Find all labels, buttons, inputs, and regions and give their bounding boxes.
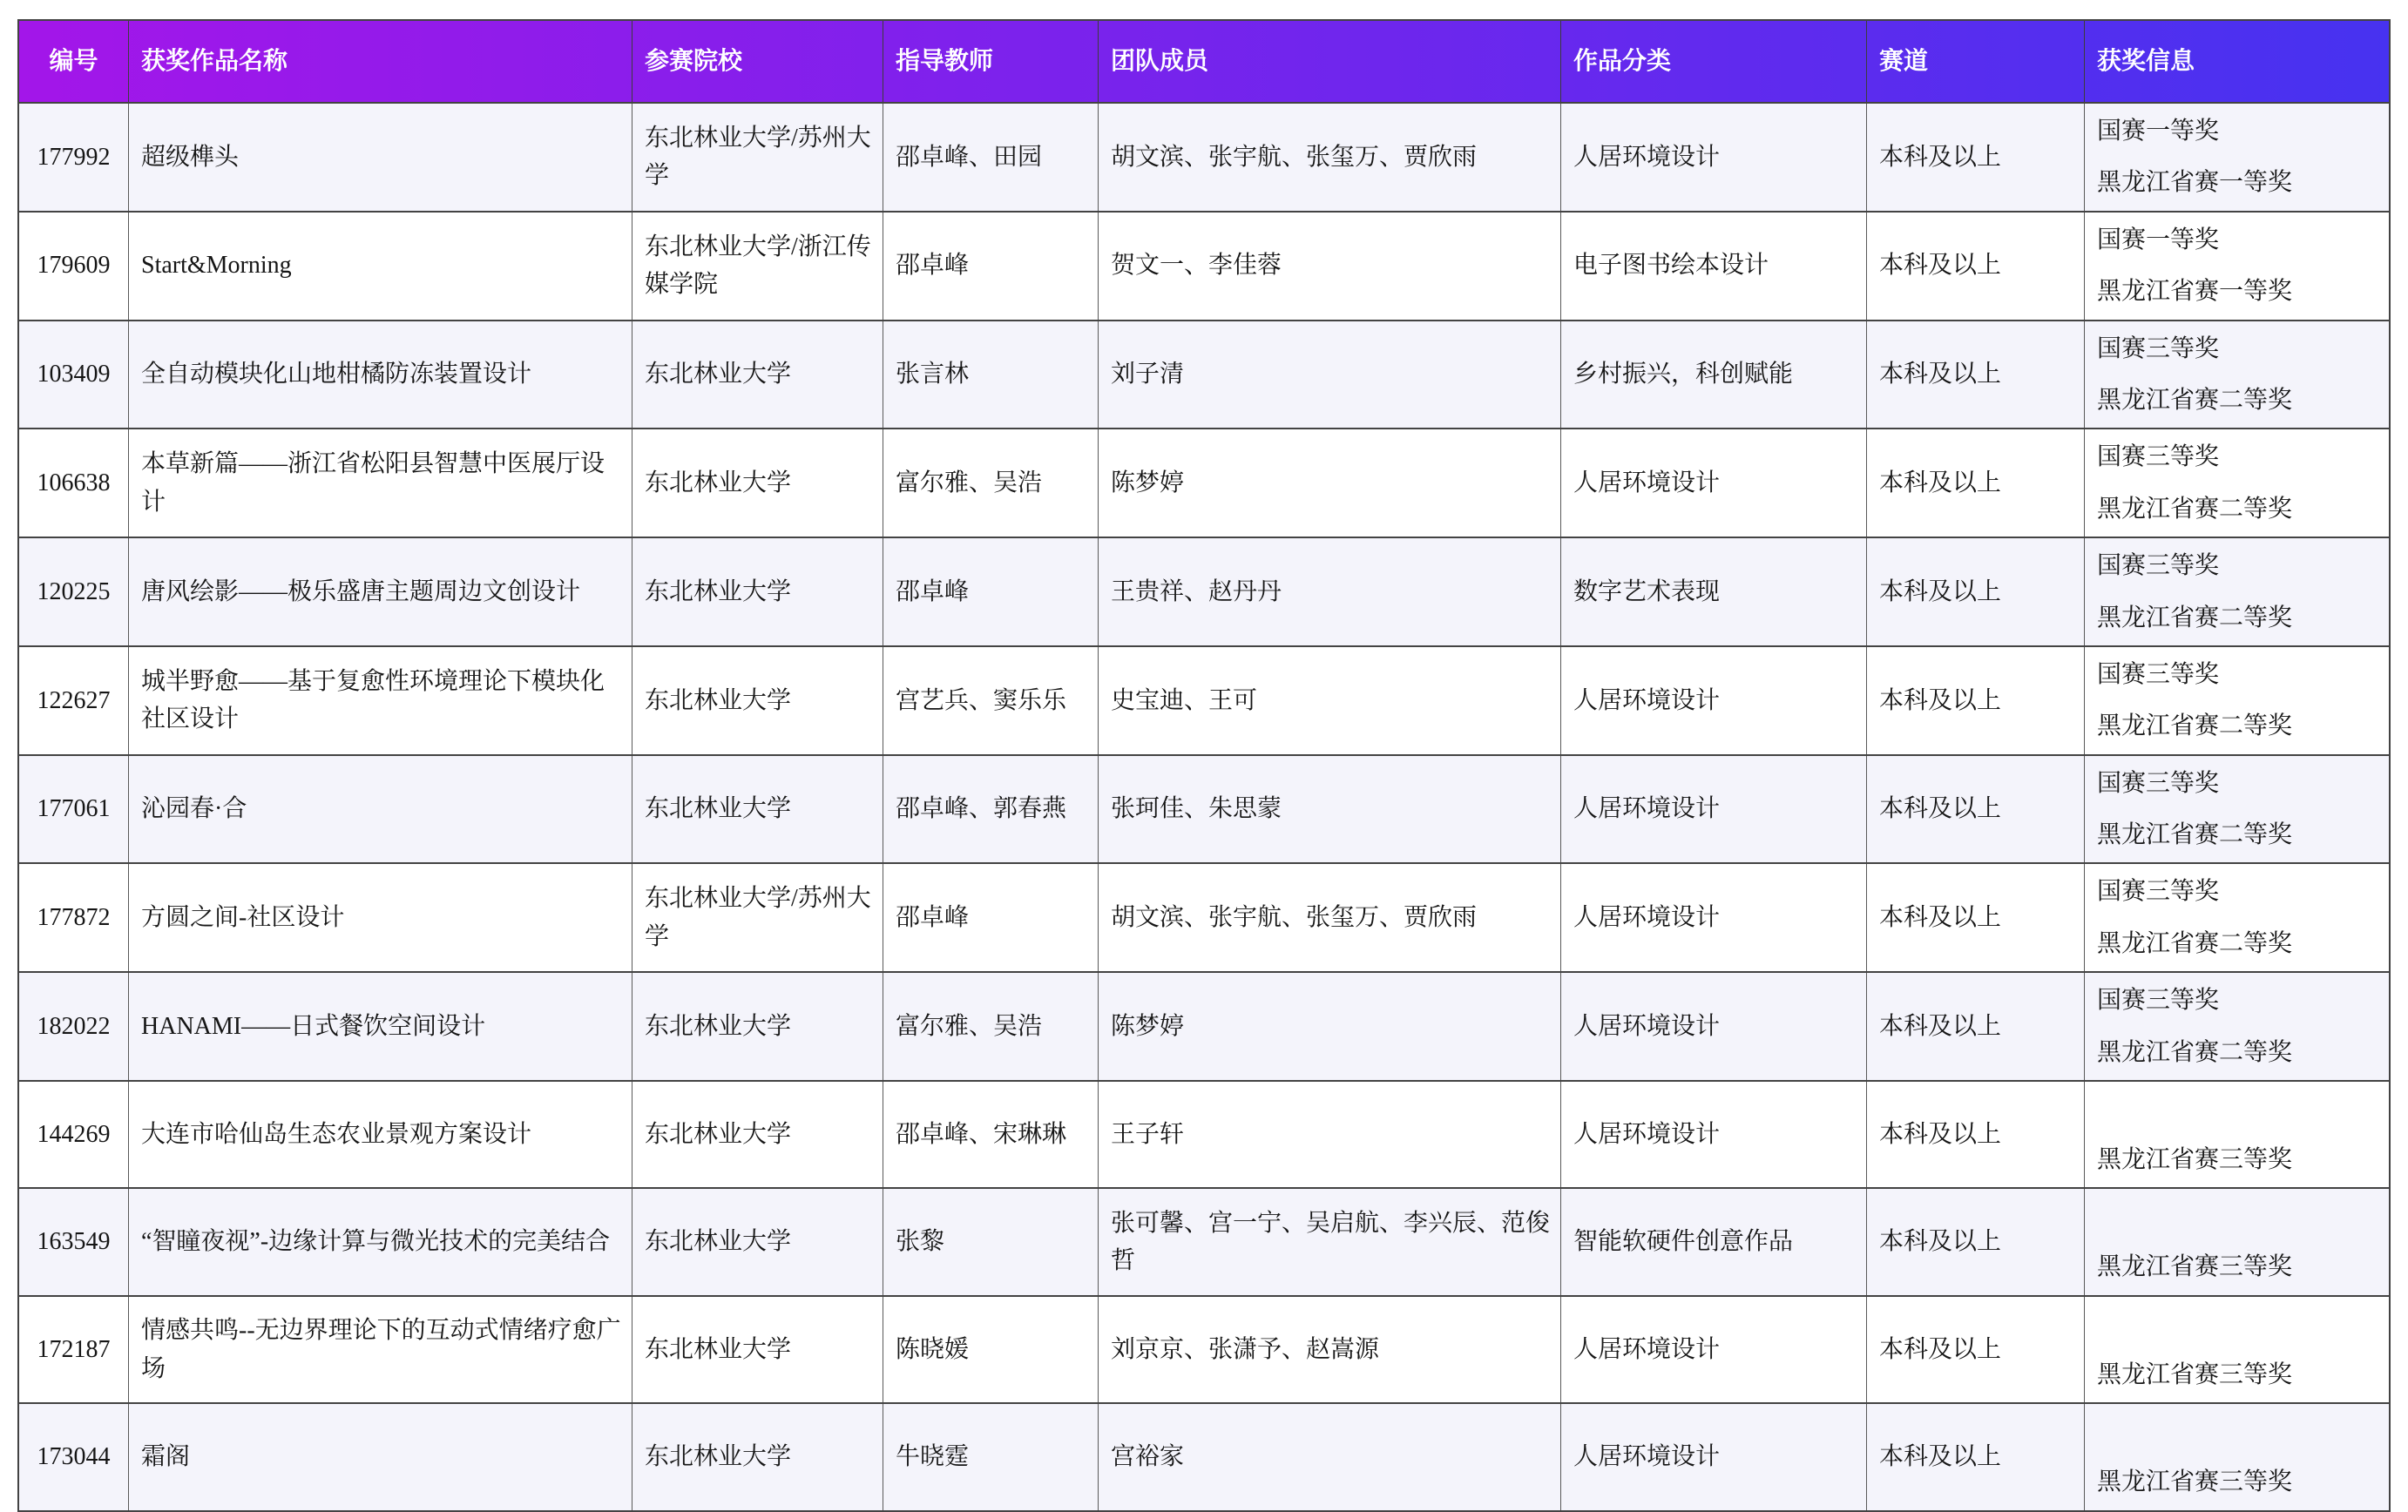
teachers-cell: 邵卓峰 <box>883 864 1098 971</box>
school-cell: 东北林业大学 <box>632 756 883 863</box>
awards-cell <box>2084 756 2389 863</box>
award-line: 国赛三等奖 <box>2097 769 2220 797</box>
award-line: 国赛三等奖 <box>2097 660 2220 688</box>
awards-cell <box>2084 1189 2389 1294</box>
award-line: 黑龙江省赛二等奖 <box>2097 495 2293 523</box>
track-cell: 本科及以上 <box>1866 429 2084 537</box>
header-row <box>19 21 2389 102</box>
id-cell: 177872 <box>37 904 111 932</box>
table-row <box>19 320 2389 429</box>
table-row <box>19 1080 2389 1187</box>
category-cell: 人居环境设计 <box>1560 1404 1866 1509</box>
column-header-teachers <box>883 21 1098 102</box>
members-cell: 刘京京、张潇予、赵嵩源 <box>1098 1297 1560 1402</box>
teachers-cell: 邵卓峰 <box>883 538 1098 645</box>
id-cell: 122627 <box>37 686 111 714</box>
category-cell: 乡村振兴，科创赋能 <box>1560 321 1866 429</box>
table-row <box>19 102 2389 211</box>
id-cell: 120225 <box>37 577 111 605</box>
track-cell: 本科及以上 <box>1866 213 2084 320</box>
awards-cell <box>2084 104 2389 211</box>
category-cell: 人居环境设计 <box>1560 756 1866 863</box>
title-cell: 大连市哈仙岛生态农业景观方案设计 <box>128 1082 632 1187</box>
award-line: 国赛三等奖 <box>2097 443 2220 471</box>
title-cell: 超级榫头 <box>128 104 632 211</box>
award-line: 国赛三等奖 <box>2097 552 2220 580</box>
title-cell: “智瞳夜视”-边缘计算与微光技术的完美结合 <box>128 1189 632 1294</box>
award-line: 黑龙江省赛一等奖 <box>2097 278 2293 306</box>
id-cell: 179609 <box>37 252 111 280</box>
category-cell: 数字艺术表现 <box>1560 538 1866 645</box>
awards-cell <box>2084 864 2389 971</box>
id-cell: 177992 <box>37 143 111 171</box>
award-line: 国赛一等奖 <box>2097 226 2220 253</box>
column-header-label: 指导教师 <box>896 47 994 75</box>
title-cell: 情感共鸣--无边界理论下的互动式情绪疗愈广场 <box>128 1297 632 1402</box>
school-cell: 东北林业大学/浙江传媒学院 <box>632 213 883 320</box>
school-cell: 东北林业大学 <box>632 1189 883 1294</box>
teachers-cell: 张黎 <box>883 1189 1098 1294</box>
table-row <box>19 211 2389 320</box>
award-line: 黑龙江省赛二等奖 <box>2097 604 2293 631</box>
id-cell: 173044 <box>37 1443 111 1471</box>
table-body <box>19 102 2389 1510</box>
column-header-school <box>632 21 883 102</box>
award-table <box>17 19 2391 1512</box>
awards-cell <box>2084 213 2389 320</box>
teachers-cell: 牛晓霆 <box>883 1404 1098 1509</box>
teachers-cell: 陈晓媛 <box>883 1297 1098 1402</box>
teachers-cell: 富尔雅、吴浩 <box>883 429 1098 537</box>
id-cell: 144269 <box>37 1121 111 1149</box>
category-cell: 人居环境设计 <box>1560 647 1866 754</box>
table-row <box>19 862 2389 971</box>
members-cell: 刘子清 <box>1098 321 1560 429</box>
track-cell: 本科及以上 <box>1866 104 2084 211</box>
column-header-category <box>1560 21 1866 102</box>
column-header-label: 获奖信息 <box>2097 47 2195 75</box>
table-row <box>19 754 2389 863</box>
members-cell: 史宝迪、王可 <box>1098 647 1560 754</box>
table-row <box>19 645 2389 754</box>
award-line <box>2097 1090 2378 1127</box>
track-cell: 本科及以上 <box>1866 973 2084 1080</box>
table-row <box>19 1187 2389 1294</box>
school-cell: 东北林业大学 <box>632 1404 883 1509</box>
title-cell: Start&Morning <box>128 213 632 320</box>
title-cell: 城半野愈——基于复愈性环境理论下模块化社区设计 <box>128 647 632 754</box>
members-cell: 王贵祥、赵丹丹 <box>1098 538 1560 645</box>
column-header-label: 参赛院校 <box>645 47 743 75</box>
category-cell: 人居环境设计 <box>1560 864 1866 971</box>
id-cell: 172187 <box>37 1335 111 1363</box>
teachers-cell: 张言林 <box>883 321 1098 429</box>
award-line: 黑龙江省赛二等奖 <box>2097 1038 2293 1066</box>
members-cell: 张可馨、宫一宁、吴启航、李兴辰、范俊哲 <box>1098 1189 1560 1294</box>
members-cell: 胡文滨、张宇航、张玺万、贾欣雨 <box>1098 104 1560 211</box>
awards-cell <box>2084 1404 2389 1509</box>
teachers-cell: 邵卓峰 <box>883 213 1098 320</box>
table-row <box>19 971 2389 1080</box>
award-line: 黑龙江省赛三等奖 <box>2097 1468 2293 1496</box>
track-cell: 本科及以上 <box>1866 321 2084 429</box>
school-cell: 东北林业大学 <box>632 647 883 754</box>
school-cell: 东北林业大学 <box>632 321 883 429</box>
school-cell: 东北林业大学/苏州大学 <box>632 864 883 971</box>
members-cell: 张珂佳、朱思蒙 <box>1098 756 1560 863</box>
track-cell: 本科及以上 <box>1866 1404 2084 1509</box>
school-cell: 东北林业大学 <box>632 1297 883 1402</box>
award-line: 国赛三等奖 <box>2097 334 2220 362</box>
id-cell: 163549 <box>37 1228 111 1256</box>
award-line: 黑龙江省赛一等奖 <box>2097 169 2293 197</box>
category-cell: 电子图书绘本设计 <box>1560 213 1866 320</box>
table-row <box>19 428 2389 537</box>
award-line: 国赛三等奖 <box>2097 987 2220 1015</box>
column-header-awards <box>2084 21 2389 102</box>
column-header-label: 团队成员 <box>1111 47 1209 75</box>
track-cell: 本科及以上 <box>1866 1297 2084 1402</box>
members-cell: 王子轩 <box>1098 1082 1560 1187</box>
category-cell: 智能软硬件创意作品 <box>1560 1189 1866 1294</box>
title-cell: 霜阁 <box>128 1404 632 1509</box>
category-cell: 人居环境设计 <box>1560 429 1866 537</box>
title-cell: 方圆之间-社区设计 <box>128 864 632 971</box>
id-cell: 103409 <box>37 361 111 388</box>
track-cell: 本科及以上 <box>1866 864 2084 971</box>
teachers-cell: 邵卓峰、田园 <box>883 104 1098 211</box>
awards-cell <box>2084 321 2389 429</box>
teachers-cell: 邵卓峰、宋琳琳 <box>883 1082 1098 1187</box>
track-cell: 本科及以上 <box>1866 538 2084 645</box>
id-cell: 106638 <box>37 469 111 497</box>
title-cell: 唐风绘影——极乐盛唐主题周边文创设计 <box>128 538 632 645</box>
category-cell: 人居环境设计 <box>1560 1297 1866 1402</box>
track-cell: 本科及以上 <box>1866 756 2084 863</box>
awards-cell <box>2084 1297 2389 1402</box>
title-cell: HANAMI——日式餐饮空间设计 <box>128 973 632 1080</box>
column-header-title <box>128 21 632 102</box>
awards-cell <box>2084 429 2389 537</box>
school-cell: 东北林业大学/苏州大学 <box>632 104 883 211</box>
teachers-cell: 宫艺兵、窦乐乐 <box>883 647 1098 754</box>
track-cell: 本科及以上 <box>1866 647 2084 754</box>
school-cell: 东北林业大学 <box>632 973 883 1080</box>
members-cell: 贺文一、李佳蓉 <box>1098 213 1560 320</box>
category-cell: 人居环境设计 <box>1560 104 1866 211</box>
school-cell: 东北林业大学 <box>632 538 883 645</box>
column-header-label: 获奖作品名称 <box>141 47 288 75</box>
awards-cell <box>2084 1082 2389 1187</box>
column-header-track <box>1866 21 2084 102</box>
column-header-label: 作品分类 <box>1573 47 1672 75</box>
column-header-members <box>1098 21 1560 102</box>
id-cell: 177061 <box>37 795 111 823</box>
award-line <box>2097 1306 2378 1342</box>
id-cell: 182022 <box>37 1012 111 1040</box>
table-row <box>19 1295 2389 1402</box>
award-line: 黑龙江省赛三等奖 <box>2097 1253 2293 1281</box>
awards-cell <box>2084 973 2389 1080</box>
awards-cell <box>2084 538 2389 645</box>
awards-cell <box>2084 647 2389 754</box>
school-cell: 东北林业大学 <box>632 429 883 537</box>
teachers-cell: 富尔雅、吴浩 <box>883 973 1098 1080</box>
category-cell: 人居环境设计 <box>1560 1082 1866 1187</box>
award-line: 黑龙江省赛二等奖 <box>2097 929 2293 957</box>
award-line: 黑龙江省赛三等奖 <box>2097 1146 2293 1174</box>
table-row <box>19 537 2389 645</box>
track-cell: 本科及以上 <box>1866 1082 2084 1187</box>
award-line <box>2097 1198 2378 1234</box>
table-row <box>19 1402 2389 1509</box>
column-header-id <box>19 21 128 102</box>
category-cell: 人居环境设计 <box>1560 973 1866 1080</box>
column-header-label: 编号 <box>49 47 98 75</box>
award-line: 黑龙江省赛二等奖 <box>2097 712 2293 740</box>
title-cell: 本草新篇——浙江省松阳县智慧中医展厅设计 <box>128 429 632 537</box>
award-line: 国赛三等奖 <box>2097 878 2220 906</box>
award-line <box>2097 1413 2378 1449</box>
award-line: 黑龙江省赛二等奖 <box>2097 821 2293 849</box>
award-line: 黑龙江省赛三等奖 <box>2097 1360 2293 1388</box>
column-header-label: 赛道 <box>1879 47 1929 75</box>
members-cell: 宫裕家 <box>1098 1404 1560 1509</box>
title-cell: 沁园春·合 <box>128 756 632 863</box>
award-line: 黑龙江省赛二等奖 <box>2097 386 2293 414</box>
track-cell: 本科及以上 <box>1866 1189 2084 1294</box>
members-cell: 陈梦婷 <box>1098 429 1560 537</box>
teachers-cell: 邵卓峰、郭春燕 <box>883 756 1098 863</box>
title-cell: 全自动模块化山地柑橘防冻装置设计 <box>128 321 632 429</box>
members-cell: 陈梦婷 <box>1098 973 1560 1080</box>
award-line: 国赛一等奖 <box>2097 118 2220 145</box>
school-cell: 东北林业大学 <box>632 1082 883 1187</box>
members-cell: 胡文滨、张宇航、张玺万、贾欣雨 <box>1098 864 1560 971</box>
